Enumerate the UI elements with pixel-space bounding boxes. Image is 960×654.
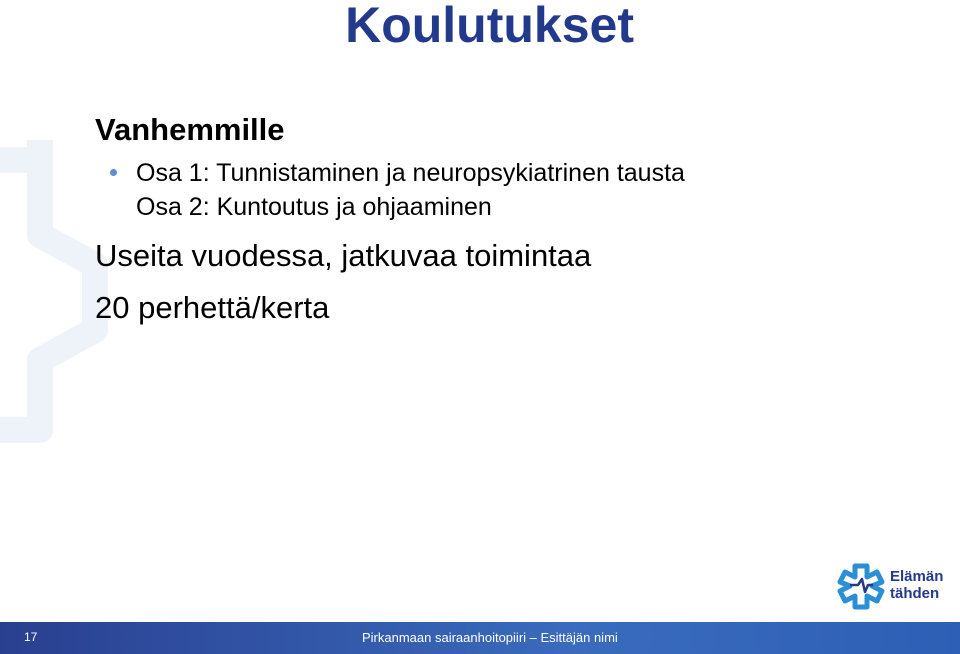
list-item (95, 190, 935, 224)
logo-text (890, 568, 943, 602)
slide-content (95, 110, 935, 334)
paragraph: 20 perhettä/kerta (95, 290, 330, 325)
page-number: 17 (24, 630, 38, 644)
star-of-life-icon (836, 561, 886, 611)
logo-line-2: tähden (890, 585, 940, 602)
organization-logo (836, 561, 946, 611)
bullet-dot-icon (110, 169, 117, 176)
paragraph: Useita vuodessa, jatkuvaa toimintaa (95, 238, 592, 273)
list-item-text: Osa 1: Tunnistaminen ja neuropsykiatrinen tausta (136, 159, 685, 187)
footer-bar (0, 622, 960, 654)
slide-title: Koulutukset (345, 0, 634, 53)
footer-text: Pirkanmaan sairaanhoitopiiri – Esittäjän nimi (362, 630, 618, 645)
section-heading: Vanhemmille (95, 112, 285, 147)
sub-list (95, 156, 935, 224)
list-item (95, 156, 935, 190)
list-item-text: Osa 2: Kuntoutus ja ohjaaminen (136, 193, 492, 221)
logo-line-1: Elämän (890, 568, 944, 585)
